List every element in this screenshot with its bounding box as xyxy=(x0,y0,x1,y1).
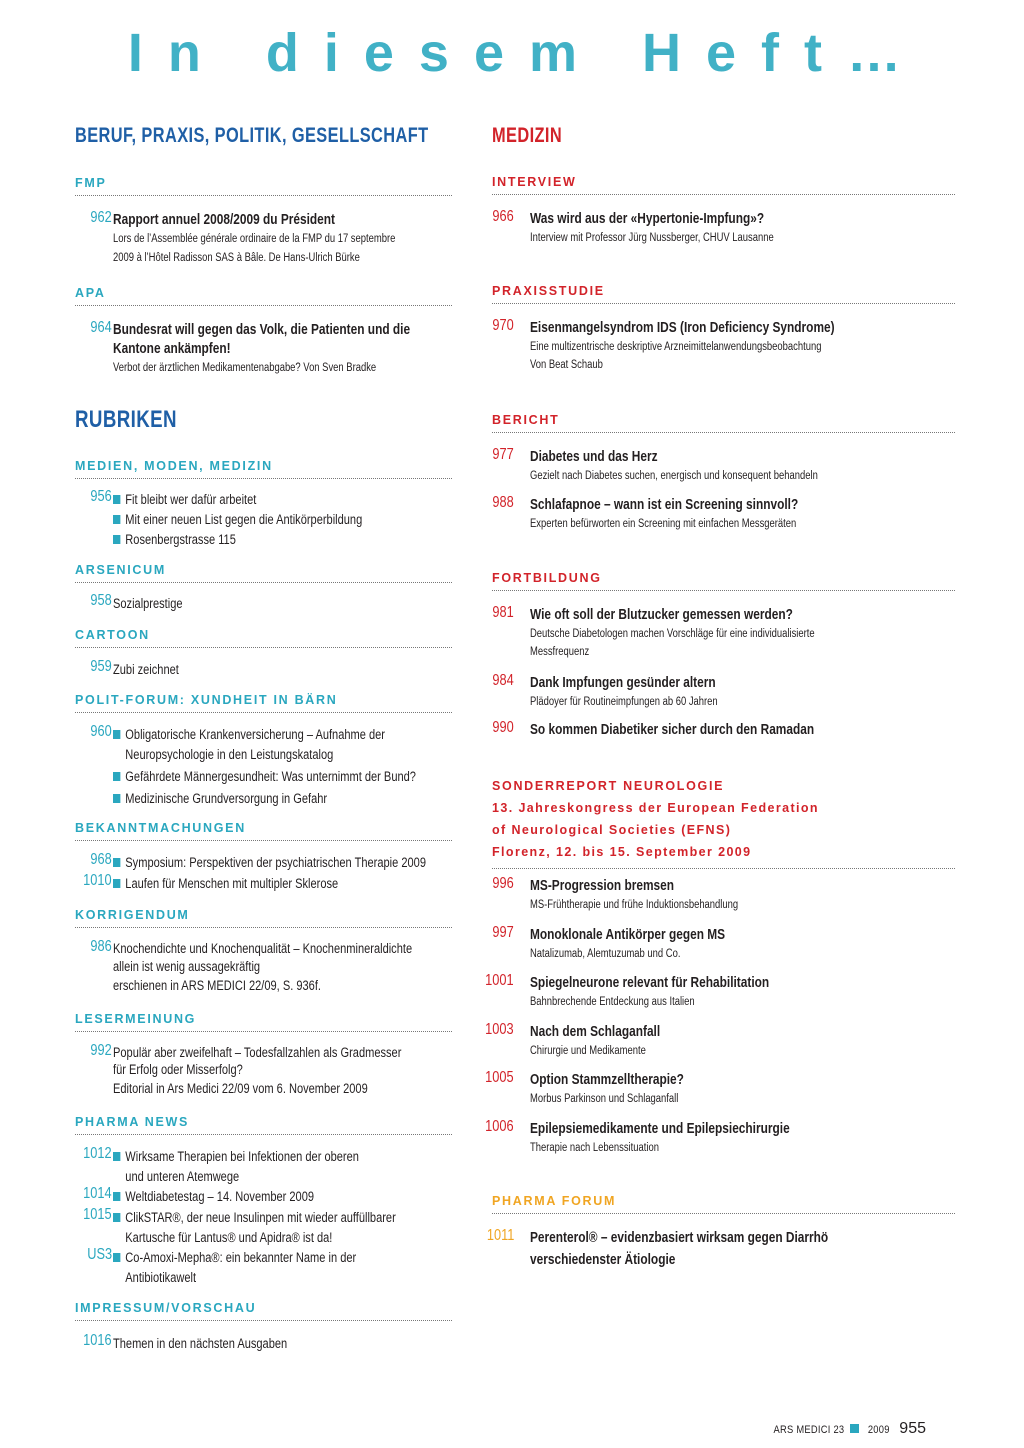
page-number: 986 xyxy=(90,938,112,955)
bullet-square-icon xyxy=(113,495,120,504)
page-number: 1014 xyxy=(83,1185,112,1202)
entry-title: Eisenmangelsyndrom IDS (Iron Deficiency Syndrome) xyxy=(530,320,835,336)
entry-title: Diabetes und das Herz xyxy=(530,449,658,465)
page-number: US3 xyxy=(87,1246,112,1263)
entry-description: Messfrequenz xyxy=(530,646,590,658)
entry-text: für Erfolg oder Misserfolg? xyxy=(113,1062,243,1077)
list-item: Fit bleibt wer dafür arbeitet xyxy=(113,490,452,510)
entry-description: Lors de l’Assemblée générale ordinaire de la FMP du 17 septembre xyxy=(113,233,396,245)
section-label-pharma-forum: PHARMA FORUM xyxy=(492,1194,955,1214)
page-number: 996 xyxy=(492,875,514,892)
list-item-continuation: Neuropsychologie in den Leistungskatalog xyxy=(125,747,334,762)
entry-description: Bahnbrechende Entdeckung aus Italien xyxy=(530,996,695,1008)
page-footer xyxy=(761,1420,926,1438)
page-number: 970 xyxy=(492,317,514,334)
section-label-lesermeinung: LESERMEINUNG xyxy=(75,1012,452,1032)
bullet-square-icon xyxy=(113,879,120,888)
entry-title: Wie oft soll der Blutzucker gemessen werden? xyxy=(530,607,793,623)
page-number: 959 xyxy=(90,658,112,675)
footer-square-icon xyxy=(850,1424,859,1433)
bullet-square-icon xyxy=(113,1152,120,1161)
section-label-apa: APA xyxy=(75,286,452,306)
list-item-continuation: und unteren Atemwege xyxy=(125,1169,240,1184)
page-title: In diesem Heft… xyxy=(127,23,926,83)
section-label-fmp: FMP xyxy=(75,176,452,196)
entry-text: erschienen in ARS MEDICI 22/09, S. 936f. xyxy=(113,978,321,993)
entry-title: Dank Impfungen gesünder altern xyxy=(530,675,716,691)
page-number: 968 xyxy=(90,851,112,868)
entry-description: Gezielt nach Diabetes suchen, energisch und konsequent behandeln xyxy=(530,470,818,482)
page-number: 997 xyxy=(492,924,514,941)
section-label-medien: MEDIEN, MODEN, MEDIZIN xyxy=(75,459,452,479)
page-number: 990 xyxy=(492,719,514,736)
entry-description: Eine multizentrische deskriptive Arzneimittelanwendungsbeobachtung xyxy=(530,341,822,353)
entry-title: Was wird aus der «Hypertonie-Impfung»? xyxy=(530,211,765,227)
list-item: Mit einer neuen List gegen die Antikörperbildung xyxy=(113,510,452,530)
entry-description: Plädoyer für Routineimpfungen ab 60 Jahren xyxy=(530,696,718,708)
section-label-korrigendum: KORRIGENDUM xyxy=(75,908,452,928)
page-number: 1012 xyxy=(83,1145,112,1162)
section-label-impressum: IMPRESSUM/VORSCHAU xyxy=(75,1301,452,1321)
page-number: 964 xyxy=(90,319,112,336)
list-item: ClikSTAR®, der neue Insulinpen mit wieder auffüllbarer xyxy=(113,1208,452,1228)
entry-description: Chirurgie und Medikamente xyxy=(530,1045,646,1057)
entry-description: Experten befürworten ein Screening mit einfachen Messgeräten xyxy=(530,518,797,530)
entry-text: Editorial in Ars Medici 22/09 vom 6. November 2009 xyxy=(113,1081,368,1096)
list-item: Co-Amoxi-Mepha®: ein bekannter Name in der xyxy=(113,1248,452,1268)
entry-title: Bundesrat will gegen das Volk, die Patienten und die xyxy=(113,322,411,338)
entry-text: Populär aber zweifelhaft – Todesfallzahlen als Gradmesser xyxy=(113,1045,402,1060)
page-number: 992 xyxy=(90,1042,112,1059)
list-item: Weltdiabetestag – 14. November 2009 xyxy=(113,1187,452,1207)
section-subtitle: Florenz, 12. bis 15. September 2009 xyxy=(492,841,955,869)
entry-description: Deutsche Diabetologen machen Vorschläge für eine individualisierte xyxy=(530,628,815,640)
page-number: 977 xyxy=(492,446,514,463)
entry-text: Themen in den nächsten Ausgaben xyxy=(113,1336,288,1351)
page-number: 1015 xyxy=(83,1206,112,1223)
page-number: 1006 xyxy=(485,1118,514,1135)
bullet-square-icon xyxy=(113,730,120,739)
journal-name: ARS MEDICI 23 xyxy=(773,1424,845,1436)
section-heading-rubriken: RUBRIKEN xyxy=(75,406,177,433)
section-subtitle: 13. Jahreskongress der European Federation xyxy=(492,801,819,815)
bullet-square-icon xyxy=(113,1253,120,1262)
section-label-bekanntmachungen: BEKANNTMACHUNGEN xyxy=(75,821,452,841)
page-number: 1001 xyxy=(485,972,514,989)
section-label-sonderreport: SONDERREPORT NEUROLOGIE xyxy=(492,779,725,793)
entry-title: Perenterol® – evidenzbasiert wirksam gegen Diarrhö xyxy=(530,1230,829,1246)
entry-description: Von Beat Schaub xyxy=(530,359,603,371)
list-item: Gefährdete Männergesundheit: Was unternimmt der Bund? xyxy=(113,767,452,787)
entry-title: Rapport annuel 2008/2009 du Président xyxy=(113,212,336,228)
bullet-square-icon xyxy=(113,515,120,524)
section-label-praxisstudie: PRAXISSTUDIE xyxy=(492,284,955,304)
section-label-cartoon: CARTOON xyxy=(75,628,452,648)
entry-title: So kommen Diabetiker sicher durch den Ramadan xyxy=(530,722,815,738)
entry-title: Spiegelneurone relevant für Rehabilitation xyxy=(530,975,770,991)
page-number: 981 xyxy=(492,604,514,621)
entry-description: Morbus Parkinson und Schlaganfall xyxy=(530,1093,679,1105)
entry-description: Therapie nach Lebenssituation xyxy=(530,1142,659,1154)
entry-description: 2009 à l’Hôtel Radisson SAS à Bâle. De Hans-Ulrich Bürke xyxy=(113,252,360,264)
page-number: 1003 xyxy=(485,1021,514,1038)
page-number: 966 xyxy=(492,208,514,225)
page-number: 956 xyxy=(90,488,112,505)
bullet-square-icon xyxy=(113,1213,120,1222)
list-item: Laufen für Menschen mit multipler Sklerose xyxy=(113,874,452,894)
entry-description: Natalizumab, Alemtuzumab und Co. xyxy=(530,948,681,960)
entry-text: allein ist wenig aussagekräftig xyxy=(113,959,261,974)
list-item: Medizinische Grundversorgung in Gefahr xyxy=(113,789,452,809)
sonderreport-heading xyxy=(492,775,955,869)
bullet-square-icon xyxy=(113,535,120,544)
list-item-continuation: Kartusche für Lantus® und Apidra® ist da! xyxy=(125,1230,333,1245)
section-label-pharma-news: PHARMA NEWS xyxy=(75,1115,452,1135)
section-heading-medizin: MEDIZIN xyxy=(492,124,563,147)
entry-description: MS-Frühtherapie und frühe Induktionsbehandlung xyxy=(530,899,739,911)
section-heading-beruf: BERUF, PRAXIS, POLITIK, GESELLSCHAFT xyxy=(75,124,429,147)
list-item-continuation: Antibiotikawelt xyxy=(125,1270,197,1285)
bullet-square-icon xyxy=(113,1192,120,1201)
page-number: 984 xyxy=(492,672,514,689)
footer-year: 2009 xyxy=(867,1424,890,1436)
entry-title: verschiedenster Ätiologie xyxy=(530,1252,676,1268)
entry-title: Schlafapnoe – wann ist ein Screening sinnvoll? xyxy=(530,497,799,513)
page-number: 1005 xyxy=(485,1069,514,1086)
entry-description: Verbot der ärztlichen Medikamentenabgabe? Von Sven Bradke xyxy=(113,362,377,374)
section-label-bericht: BERICHT xyxy=(492,413,955,433)
section-label-arsenicum: ARSENICUM xyxy=(75,563,452,583)
entry-title: Kantone ankämpfen! xyxy=(113,341,231,357)
entry-title: Epilepsiemedikamente und Epilepsiechirurgie xyxy=(530,1121,790,1137)
list-item: Symposium: Perspektiven der psychiatrischen Therapie 2009 xyxy=(113,853,452,873)
footer-page-number: 955 xyxy=(899,1420,926,1437)
section-label-polit-forum: POLIT-FORUM: XUNDHEIT IN BÄRN xyxy=(75,693,452,713)
entry-title: MS-Progression bremsen xyxy=(530,878,675,894)
section-label-interview: INTERVIEW xyxy=(492,175,955,195)
entry-text: Zubi zeichnet xyxy=(113,662,179,677)
bullet-square-icon xyxy=(113,794,120,803)
page-number: 988 xyxy=(492,494,514,511)
bullet-square-icon xyxy=(113,772,120,781)
page-number: 1016 xyxy=(83,1332,112,1349)
bullet-square-icon xyxy=(113,858,120,867)
page-number: 1011 xyxy=(486,1227,514,1244)
page-number: 960 xyxy=(90,723,112,740)
page-number: 1010 xyxy=(83,872,112,889)
section-label-fortbildung: FORTBILDUNG xyxy=(492,571,955,591)
page-number: 962 xyxy=(90,209,112,226)
entry-description: Interview mit Professor Jürg Nussberger, CHUV Lausanne xyxy=(530,232,774,244)
entry-title: Monoklonale Antikörper gegen MS xyxy=(530,927,726,943)
entry-title: Option Stammzelltherapie? xyxy=(530,1072,684,1088)
list-item: Obligatorische Krankenversicherung – Aufnahme der xyxy=(113,725,452,745)
entry-text: Knochendichte und Knochenqualität – Knochenmineraldichte xyxy=(113,941,413,956)
list-item: Rosenbergstrasse 115 xyxy=(113,530,452,550)
list-item: Wirksame Therapien bei Infektionen der oberen xyxy=(113,1147,452,1167)
page-number: 958 xyxy=(90,592,112,609)
section-subtitle: of Neurological Societies (EFNS) xyxy=(492,823,732,837)
entry-text: Sozialprestige xyxy=(113,596,183,611)
entry-title: Nach dem Schlaganfall xyxy=(530,1024,661,1040)
